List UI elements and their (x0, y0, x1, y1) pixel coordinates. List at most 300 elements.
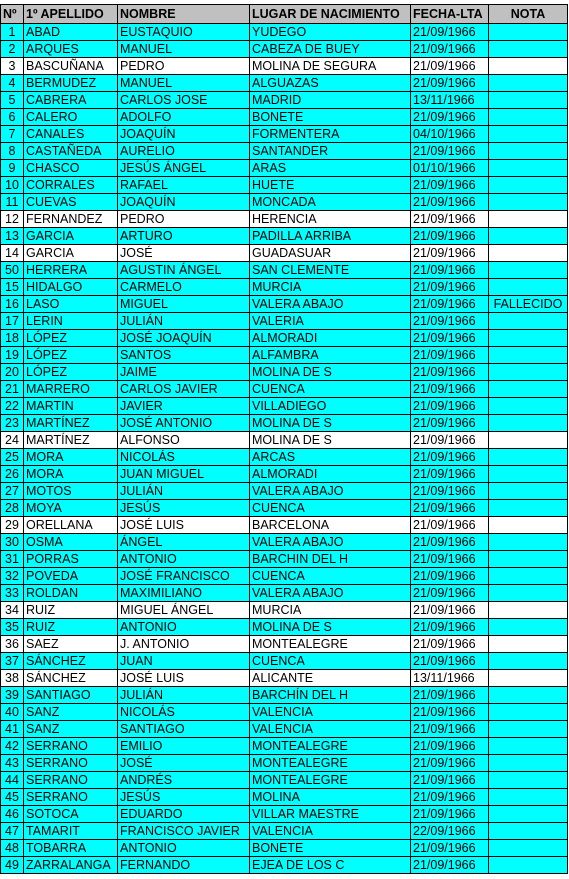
cell-lugar[interactable]: MONTEALEGRE (250, 738, 411, 755)
cell-nombre[interactable]: FRANCISCO JAVIER (118, 823, 250, 840)
cell-num[interactable]: 3 (1, 58, 24, 75)
cell-fecha[interactable]: 21/09/1966 (411, 602, 489, 619)
cell-apellido[interactable]: MARTÍNEZ (24, 415, 118, 432)
cell-nota[interactable] (489, 789, 568, 806)
cell-lugar[interactable]: GUADASUAR (250, 245, 411, 262)
cell-fecha[interactable]: 21/09/1966 (411, 619, 489, 636)
cell-lugar[interactable]: HUETE (250, 177, 411, 194)
cell-num[interactable]: 49 (1, 857, 24, 874)
cell-apellido[interactable]: MARTIN (24, 398, 118, 415)
cell-nombre[interactable]: JESÚS ÁNGEL (118, 160, 250, 177)
cell-nombre[interactable]: J. ANTONIO (118, 636, 250, 653)
cell-nota[interactable] (489, 721, 568, 738)
cell-fecha[interactable]: 21/09/1966 (411, 313, 489, 330)
cell-apellido[interactable]: MOYA (24, 500, 118, 517)
cell-apellido[interactable]: LÓPEZ (24, 364, 118, 381)
cell-lugar[interactable]: VALERA ABAJO (250, 585, 411, 602)
cell-nombre[interactable]: JOSÉ FRANCISCO (118, 568, 250, 585)
cell-apellido[interactable]: CHASCO (24, 160, 118, 177)
cell-nota[interactable] (489, 636, 568, 653)
cell-nombre[interactable]: JOSÉ LUIS (118, 517, 250, 534)
cell-fecha[interactable]: 13/11/1966 (411, 92, 489, 109)
cell-nota[interactable] (489, 687, 568, 704)
cell-nota[interactable] (489, 772, 568, 789)
cell-nombre[interactable]: JOSÉ (118, 755, 250, 772)
cell-fecha[interactable]: 21/09/1966 (411, 109, 489, 126)
cell-fecha[interactable]: 21/09/1966 (411, 143, 489, 160)
cell-nombre[interactable]: NICOLÁS (118, 704, 250, 721)
cell-apellido[interactable]: HERRERA (24, 262, 118, 279)
cell-apellido[interactable]: POVEDA (24, 568, 118, 585)
cell-nombre[interactable]: JOAQUÍN (118, 194, 250, 211)
cell-lugar[interactable]: BARCHIN DEL H (250, 551, 411, 568)
cell-nombre[interactable]: CARLOS JOSE (118, 92, 250, 109)
cell-nota[interactable] (489, 381, 568, 398)
cell-apellido[interactable]: GARCIA (24, 245, 118, 262)
cell-fecha[interactable]: 21/09/1966 (411, 806, 489, 823)
cell-fecha[interactable]: 21/09/1966 (411, 381, 489, 398)
cell-nota[interactable] (489, 262, 568, 279)
cell-apellido[interactable]: SAEZ (24, 636, 118, 653)
cell-apellido[interactable]: CANALES (24, 126, 118, 143)
cell-apellido[interactable]: SERRANO (24, 738, 118, 755)
cell-fecha[interactable]: 21/09/1966 (411, 415, 489, 432)
cell-fecha[interactable]: 21/09/1966 (411, 58, 489, 75)
cell-num[interactable]: 40 (1, 704, 24, 721)
cell-nombre[interactable]: ANDRÉS (118, 772, 250, 789)
cell-apellido[interactable]: ROLDAN (24, 585, 118, 602)
cell-fecha[interactable]: 21/09/1966 (411, 704, 489, 721)
cell-fecha[interactable]: 21/09/1966 (411, 466, 489, 483)
cell-fecha[interactable]: 21/09/1966 (411, 364, 489, 381)
cell-nota[interactable] (489, 177, 568, 194)
cell-nombre[interactable]: MIGUEL ÁNGEL (118, 602, 250, 619)
cell-nota[interactable] (489, 466, 568, 483)
cell-lugar[interactable]: ALMORADI (250, 330, 411, 347)
cell-nota[interactable] (489, 347, 568, 364)
cell-lugar[interactable]: MOLINA DE S (250, 619, 411, 636)
cell-fecha[interactable]: 21/09/1966 (411, 721, 489, 738)
cell-lugar[interactable]: MURCIA (250, 602, 411, 619)
cell-lugar[interactable]: BONETE (250, 840, 411, 857)
cell-num[interactable]: 47 (1, 823, 24, 840)
cell-nota[interactable] (489, 24, 568, 41)
cell-lugar[interactable]: FORMENTERA (250, 126, 411, 143)
cell-num[interactable]: 43 (1, 755, 24, 772)
cell-num[interactable]: 16 (1, 296, 24, 313)
cell-lugar[interactable]: VALERA ABAJO (250, 483, 411, 500)
cell-nota[interactable] (489, 857, 568, 874)
cell-lugar[interactable]: MONTEALEGRE (250, 755, 411, 772)
cell-apellido[interactable]: SÁNCHEZ (24, 653, 118, 670)
cell-apellido[interactable]: ZARRALANGA (24, 857, 118, 874)
cell-fecha[interactable]: 21/09/1966 (411, 24, 489, 41)
cell-nota[interactable] (489, 58, 568, 75)
cell-lugar[interactable]: VALENCIA (250, 823, 411, 840)
cell-nota[interactable] (489, 364, 568, 381)
cell-num[interactable]: 27 (1, 483, 24, 500)
cell-fecha[interactable]: 21/09/1966 (411, 398, 489, 415)
cell-num[interactable]: 22 (1, 398, 24, 415)
cell-fecha[interactable]: 21/09/1966 (411, 194, 489, 211)
cell-num[interactable]: 13 (1, 228, 24, 245)
cell-fecha[interactable]: 21/09/1966 (411, 347, 489, 364)
cell-num[interactable]: 30 (1, 534, 24, 551)
cell-lugar[interactable]: MONTEALEGRE (250, 636, 411, 653)
cell-nombre[interactable]: JOSÉ JOAQUÍN (118, 330, 250, 347)
cell-nota[interactable] (489, 415, 568, 432)
cell-num[interactable]: 46 (1, 806, 24, 823)
cell-num[interactable]: 38 (1, 670, 24, 687)
cell-nota[interactable] (489, 840, 568, 857)
cell-lugar[interactable]: PADILLA ARRIBA (250, 228, 411, 245)
cell-nombre[interactable]: JAVIER (118, 398, 250, 415)
cell-lugar[interactable]: VILLAR MAESTRE (250, 806, 411, 823)
cell-lugar[interactable]: ARAS (250, 160, 411, 177)
cell-num[interactable]: 24 (1, 432, 24, 449)
cell-nombre[interactable]: ANTONIO (118, 619, 250, 636)
cell-lugar[interactable]: CUENCA (250, 381, 411, 398)
cell-lugar[interactable]: MOLINA DE S (250, 364, 411, 381)
cell-num[interactable]: 44 (1, 772, 24, 789)
cell-fecha[interactable]: 21/09/1966 (411, 551, 489, 568)
cell-lugar[interactable]: MURCIA (250, 279, 411, 296)
cell-fecha[interactable]: 21/09/1966 (411, 755, 489, 772)
cell-nombre[interactable]: JAIME (118, 364, 250, 381)
cell-apellido[interactable]: LASO (24, 296, 118, 313)
cell-nota[interactable] (489, 568, 568, 585)
cell-nota[interactable] (489, 704, 568, 721)
cell-apellido[interactable]: CORRALES (24, 177, 118, 194)
cell-num[interactable]: 11 (1, 194, 24, 211)
cell-apellido[interactable]: MORA (24, 449, 118, 466)
cell-num[interactable]: 2 (1, 41, 24, 58)
cell-fecha[interactable]: 21/09/1966 (411, 262, 489, 279)
cell-nota[interactable] (489, 670, 568, 687)
cell-num[interactable]: 29 (1, 517, 24, 534)
cell-nombre[interactable]: MAXIMILIANO (118, 585, 250, 602)
cell-fecha[interactable]: 21/09/1966 (411, 585, 489, 602)
cell-nota[interactable] (489, 755, 568, 772)
cell-apellido[interactable]: LÓPEZ (24, 347, 118, 364)
cell-nombre[interactable]: MIGUEL (118, 296, 250, 313)
cell-nombre[interactable]: ANTONIO (118, 840, 250, 857)
cell-apellido[interactable]: SANTIAGO (24, 687, 118, 704)
cell-lugar[interactable]: EJEA DE LOS C (250, 857, 411, 874)
cell-apellido[interactable]: CASTAÑEDA (24, 143, 118, 160)
cell-apellido[interactable]: CALERO (24, 109, 118, 126)
cell-apellido[interactable]: SOTOCA (24, 806, 118, 823)
cell-num[interactable]: 39 (1, 687, 24, 704)
cell-lugar[interactable]: HERENCIA (250, 211, 411, 228)
cell-num[interactable]: 10 (1, 177, 24, 194)
cell-fecha[interactable]: 21/09/1966 (411, 245, 489, 262)
cell-fecha[interactable]: 21/09/1966 (411, 840, 489, 857)
cell-nota[interactable] (489, 432, 568, 449)
cell-lugar[interactable]: YUDEGO (250, 24, 411, 41)
cell-num[interactable]: 33 (1, 585, 24, 602)
cell-num[interactable]: 17 (1, 313, 24, 330)
cell-num[interactable]: 45 (1, 789, 24, 806)
cell-lugar[interactable]: CUENCA (250, 653, 411, 670)
header-apellido[interactable]: 1º APELLIDO (24, 5, 118, 24)
cell-nombre[interactable]: NICOLÁS (118, 449, 250, 466)
cell-nota[interactable] (489, 160, 568, 177)
cell-apellido[interactable]: SANZ (24, 704, 118, 721)
cell-nota[interactable] (489, 41, 568, 58)
cell-num[interactable]: 1 (1, 24, 24, 41)
cell-fecha[interactable]: 21/09/1966 (411, 500, 489, 517)
cell-num[interactable]: 42 (1, 738, 24, 755)
cell-lugar[interactable]: VALERA ABAJO (250, 534, 411, 551)
cell-nota[interactable] (489, 653, 568, 670)
cell-num[interactable]: 5 (1, 92, 24, 109)
cell-nombre[interactable]: JOSÉ LUIS (118, 670, 250, 687)
cell-nombre[interactable]: JESÚS (118, 500, 250, 517)
cell-apellido[interactable]: MOTOS (24, 483, 118, 500)
cell-apellido[interactable]: SERRANO (24, 755, 118, 772)
cell-num[interactable]: 7 (1, 126, 24, 143)
cell-nombre[interactable]: ÁNGEL (118, 534, 250, 551)
cell-apellido[interactable]: LERIN (24, 313, 118, 330)
cell-fecha[interactable]: 21/09/1966 (411, 772, 489, 789)
cell-nombre[interactable]: RAFAEL (118, 177, 250, 194)
cell-apellido[interactable]: SÁNCHEZ (24, 670, 118, 687)
cell-nombre[interactable]: CARLOS JAVIER (118, 381, 250, 398)
cell-num[interactable]: 15 (1, 279, 24, 296)
cell-apellido[interactable]: LÓPEZ (24, 330, 118, 347)
cell-fecha[interactable]: 13/11/1966 (411, 670, 489, 687)
cell-apellido[interactable]: TOBARRA (24, 840, 118, 857)
cell-apellido[interactable]: GARCIA (24, 228, 118, 245)
cell-num[interactable]: 37 (1, 653, 24, 670)
cell-lugar[interactable]: VALENCIA (250, 704, 411, 721)
cell-nombre[interactable]: JOSÉ (118, 245, 250, 262)
cell-nombre[interactable]: JULIÁN (118, 687, 250, 704)
cell-apellido[interactable]: CABRERA (24, 92, 118, 109)
cell-num[interactable]: 26 (1, 466, 24, 483)
cell-nota[interactable] (489, 279, 568, 296)
cell-lugar[interactable]: MOLINA (250, 789, 411, 806)
cell-nota[interactable] (489, 92, 568, 109)
cell-nota[interactable] (489, 143, 568, 160)
cell-apellido[interactable]: BASCUÑANA (24, 58, 118, 75)
cell-fecha[interactable]: 21/09/1966 (411, 653, 489, 670)
cell-apellido[interactable]: SERRANO (24, 789, 118, 806)
cell-fecha[interactable]: 01/10/1966 (411, 160, 489, 177)
cell-nombre[interactable]: JOSÉ ANTONIO (118, 415, 250, 432)
cell-apellido[interactable]: MARTÍNEZ (24, 432, 118, 449)
cell-lugar[interactable]: MOLINA DE S (250, 432, 411, 449)
cell-apellido[interactable]: OSMA (24, 534, 118, 551)
cell-nota[interactable] (489, 330, 568, 347)
cell-num[interactable]: 50 (1, 262, 24, 279)
cell-lugar[interactable]: CUENCA (250, 568, 411, 585)
cell-nombre[interactable]: EMILIO (118, 738, 250, 755)
cell-nota[interactable] (489, 211, 568, 228)
cell-lugar[interactable]: ALICANTE (250, 670, 411, 687)
cell-lugar[interactable]: SANTANDER (250, 143, 411, 160)
cell-nota[interactable] (489, 109, 568, 126)
cell-nota[interactable] (489, 551, 568, 568)
cell-fecha[interactable]: 21/09/1966 (411, 687, 489, 704)
cell-num[interactable]: 32 (1, 568, 24, 585)
cell-nombre[interactable]: ADOLFO (118, 109, 250, 126)
cell-num[interactable]: 8 (1, 143, 24, 160)
cell-num[interactable]: 23 (1, 415, 24, 432)
cell-lugar[interactable]: VILLADIEGO (250, 398, 411, 415)
cell-num[interactable]: 41 (1, 721, 24, 738)
cell-nombre[interactable]: SANTOS (118, 347, 250, 364)
cell-nota[interactable] (489, 398, 568, 415)
cell-nombre[interactable]: JESÚS (118, 789, 250, 806)
cell-apellido[interactable]: TAMARIT (24, 823, 118, 840)
header-nota[interactable]: NOTA (489, 5, 568, 24)
cell-nota[interactable] (489, 500, 568, 517)
cell-nota[interactable] (489, 534, 568, 551)
cell-lugar[interactable]: VALENCIA (250, 721, 411, 738)
cell-num[interactable]: 19 (1, 347, 24, 364)
cell-num[interactable]: 18 (1, 330, 24, 347)
cell-lugar[interactable]: MOLINA DE SEGURA (250, 58, 411, 75)
cell-nombre[interactable]: AURELIO (118, 143, 250, 160)
cell-nota[interactable]: FALLECIDO (489, 296, 568, 313)
cell-apellido[interactable]: ARQUES (24, 41, 118, 58)
cell-num[interactable]: 31 (1, 551, 24, 568)
cell-fecha[interactable]: 22/09/1966 (411, 823, 489, 840)
cell-nombre[interactable]: SANTIAGO (118, 721, 250, 738)
cell-nota[interactable] (489, 75, 568, 92)
cell-num[interactable]: 35 (1, 619, 24, 636)
cell-num[interactable]: 9 (1, 160, 24, 177)
cell-lugar[interactable]: CUENCA (250, 500, 411, 517)
cell-fecha[interactable]: 21/09/1966 (411, 568, 489, 585)
cell-lugar[interactable]: ALMORADI (250, 466, 411, 483)
cell-nombre[interactable]: AGUSTIN ÁNGEL (118, 262, 250, 279)
cell-nota[interactable] (489, 483, 568, 500)
header-fecha[interactable]: FECHA-LTA (411, 5, 489, 24)
cell-nombre[interactable]: ARTURO (118, 228, 250, 245)
cell-apellido[interactable]: SANZ (24, 721, 118, 738)
header-lugar[interactable]: LUGAR DE NACIMIENTO (250, 5, 411, 24)
cell-fecha[interactable]: 21/09/1966 (411, 483, 489, 500)
cell-lugar[interactable]: MONTEALEGRE (250, 772, 411, 789)
cell-fecha[interactable]: 21/09/1966 (411, 517, 489, 534)
cell-num[interactable]: 14 (1, 245, 24, 262)
cell-lugar[interactable]: ARCAS (250, 449, 411, 466)
cell-nota[interactable] (489, 823, 568, 840)
cell-apellido[interactable]: SERRANO (24, 772, 118, 789)
cell-apellido[interactable]: HIDALGO (24, 279, 118, 296)
cell-nombre[interactable]: ALFONSO (118, 432, 250, 449)
header-nombre[interactable]: NOMBRE (118, 5, 250, 24)
cell-nombre[interactable]: JOAQUÍN (118, 126, 250, 143)
cell-fecha[interactable]: 21/09/1966 (411, 449, 489, 466)
cell-nota[interactable] (489, 619, 568, 636)
cell-nombre[interactable]: JUAN (118, 653, 250, 670)
cell-nombre[interactable]: CARMELO (118, 279, 250, 296)
cell-nombre[interactable]: MANUEL (118, 41, 250, 58)
cell-num[interactable]: 20 (1, 364, 24, 381)
cell-nota[interactable] (489, 602, 568, 619)
cell-fecha[interactable]: 21/09/1966 (411, 738, 489, 755)
cell-apellido[interactable]: MORA (24, 466, 118, 483)
cell-lugar[interactable]: VALERA ABAJO (250, 296, 411, 313)
cell-nombre[interactable]: EUSTAQUIO (118, 24, 250, 41)
header-num[interactable]: Nº (1, 5, 24, 24)
cell-nota[interactable] (489, 126, 568, 143)
cell-nota[interactable] (489, 738, 568, 755)
cell-apellido[interactable]: BERMUDEZ (24, 75, 118, 92)
cell-fecha[interactable]: 21/09/1966 (411, 228, 489, 245)
cell-lugar[interactable]: VALERIA (250, 313, 411, 330)
cell-nota[interactable] (489, 313, 568, 330)
cell-apellido[interactable]: ABAD (24, 24, 118, 41)
cell-fecha[interactable]: 21/09/1966 (411, 857, 489, 874)
cell-num[interactable]: 28 (1, 500, 24, 517)
cell-fecha[interactable]: 21/09/1966 (411, 296, 489, 313)
cell-nota[interactable] (489, 449, 568, 466)
cell-lugar[interactable]: BARCELONA (250, 517, 411, 534)
cell-fecha[interactable]: 21/09/1966 (411, 41, 489, 58)
cell-nombre[interactable]: JULIÁN (118, 483, 250, 500)
cell-lugar[interactable]: MONCADA (250, 194, 411, 211)
cell-nota[interactable] (489, 806, 568, 823)
cell-fecha[interactable]: 21/09/1966 (411, 636, 489, 653)
cell-lugar[interactable]: ALFAMBRA (250, 347, 411, 364)
cell-fecha[interactable]: 21/09/1966 (411, 75, 489, 92)
cell-apellido[interactable]: MARRERO (24, 381, 118, 398)
cell-apellido[interactable]: CUEVAS (24, 194, 118, 211)
cell-nota[interactable] (489, 517, 568, 534)
cell-apellido[interactable]: RUIZ (24, 619, 118, 636)
cell-num[interactable]: 48 (1, 840, 24, 857)
cell-apellido[interactable]: FERNANDEZ (24, 211, 118, 228)
cell-fecha[interactable]: 21/09/1966 (411, 789, 489, 806)
cell-fecha[interactable]: 21/09/1966 (411, 330, 489, 347)
cell-lugar[interactable]: ALGUAZAS (250, 75, 411, 92)
cell-lugar[interactable]: MOLINA DE S (250, 415, 411, 432)
cell-nota[interactable] (489, 194, 568, 211)
cell-nombre[interactable]: JULIÁN (118, 313, 250, 330)
cell-nota[interactable] (489, 228, 568, 245)
cell-lugar[interactable]: MADRID (250, 92, 411, 109)
cell-apellido[interactable]: PORRAS (24, 551, 118, 568)
cell-nombre[interactable]: MANUEL (118, 75, 250, 92)
cell-nombre[interactable]: PEDRO (118, 211, 250, 228)
cell-apellido[interactable]: RUIZ (24, 602, 118, 619)
cell-num[interactable]: 34 (1, 602, 24, 619)
cell-lugar[interactable]: BARCHÍN DEL H (250, 687, 411, 704)
cell-lugar[interactable]: CABEZA DE BUEY (250, 41, 411, 58)
cell-num[interactable]: 4 (1, 75, 24, 92)
cell-fecha[interactable]: 21/09/1966 (411, 211, 489, 228)
cell-fecha[interactable]: 21/09/1966 (411, 279, 489, 296)
cell-lugar[interactable]: BONETE (250, 109, 411, 126)
cell-fecha[interactable]: 21/09/1966 (411, 177, 489, 194)
cell-fecha[interactable]: 21/09/1966 (411, 432, 489, 449)
cell-lugar[interactable]: SAN CLEMENTE (250, 262, 411, 279)
cell-num[interactable]: 12 (1, 211, 24, 228)
cell-num[interactable]: 36 (1, 636, 24, 653)
cell-nombre[interactable]: PEDRO (118, 58, 250, 75)
cell-num[interactable]: 25 (1, 449, 24, 466)
cell-fecha[interactable]: 21/09/1966 (411, 534, 489, 551)
cell-nombre[interactable]: EDUARDO (118, 806, 250, 823)
cell-apellido[interactable]: ORELLANA (24, 517, 118, 534)
cell-num[interactable]: 6 (1, 109, 24, 126)
cell-nombre[interactable]: FERNANDO (118, 857, 250, 874)
